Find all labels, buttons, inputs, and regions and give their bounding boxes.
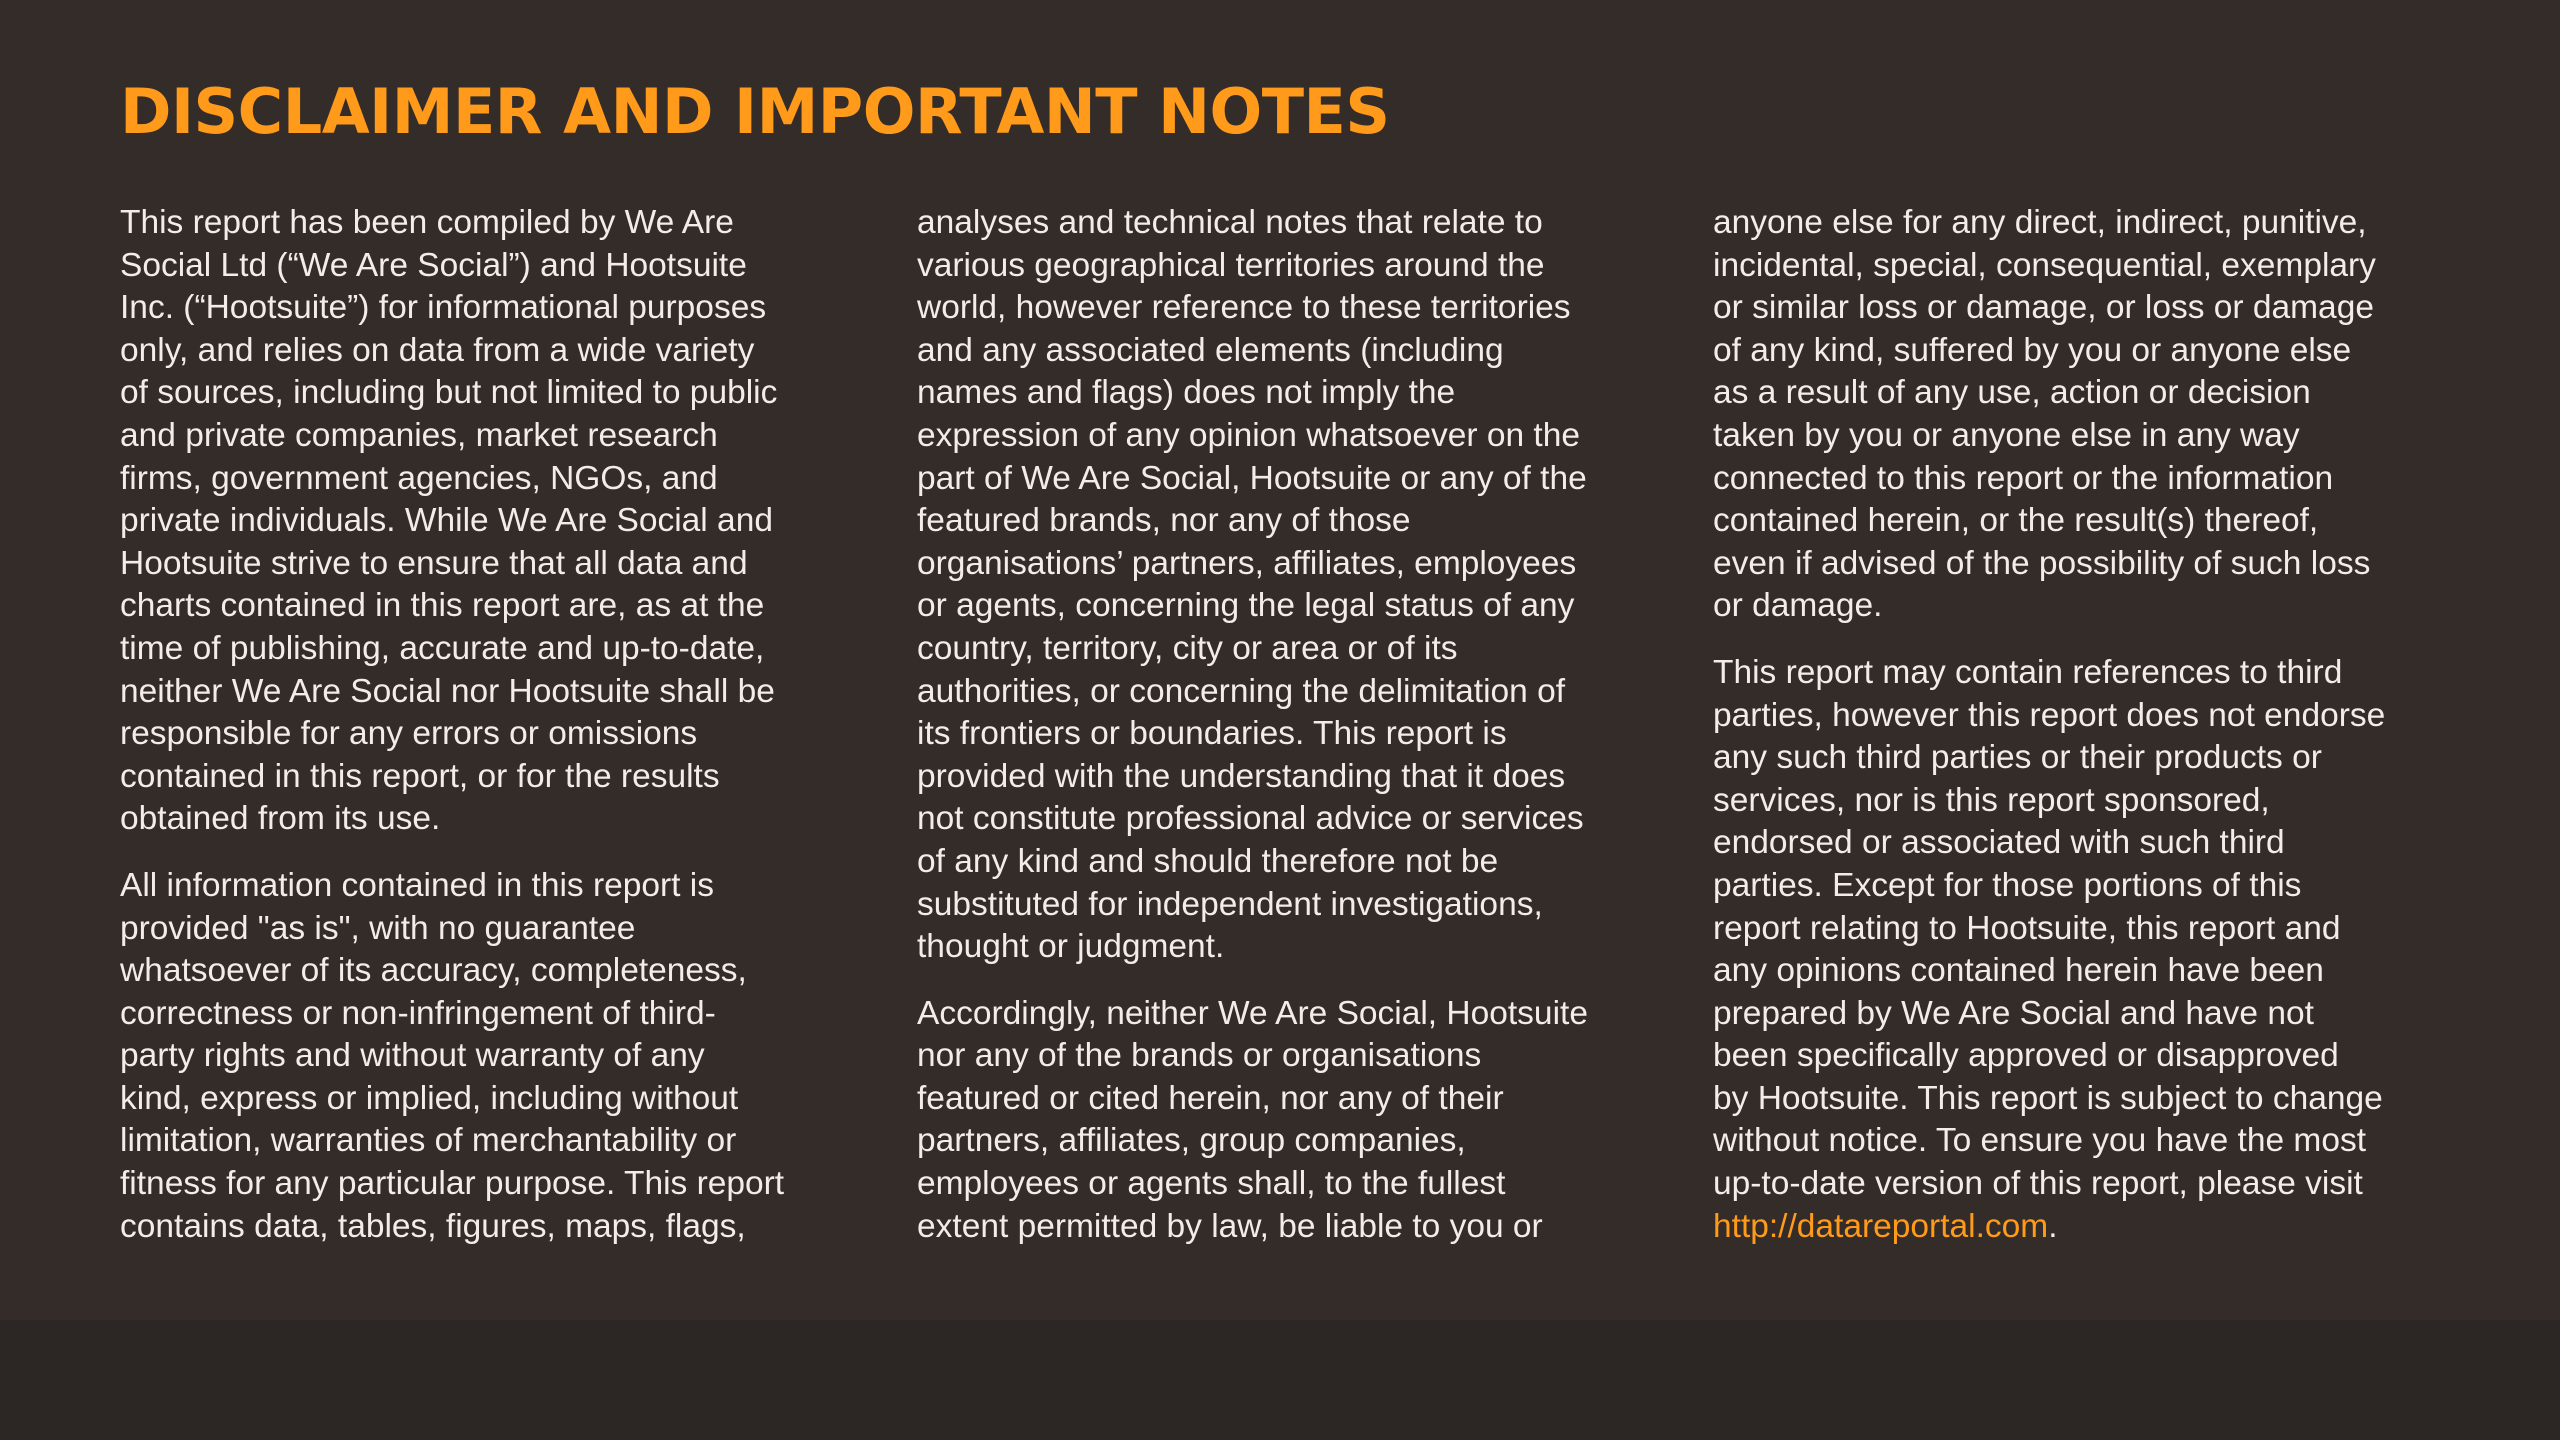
paragraph-liability: Accordingly, neither We Are Social, Hootsuite nor any of the brands or organisations featured or cited herein, nor any of their partners, affiliates, group companies, employees or agents shall, to the fullest extent permitted by law, be liable to you or [917, 994, 1588, 1245]
paragraph-damages: anyone else for any direct, indirect, punitive, incidental, special, consequential, exemplary or similar loss or damage, or loss or damage of any kind, suffered by you or anyone else as a result of any use, action or decision taken by you or anyone else in any way connected to this report or the information contained herein, or the result(s) thereof, even if advised of the possibility of such loss or damage. [1713, 204, 2376, 625]
bottom-band [0, 1320, 2560, 1440]
text-column-1 [120, 202, 855, 1272]
paragraph-third-parties-text: This report may contain references to third parties, however this report does not endorse any such third parties or their products or services, nor is this report sponsored, endorsed or associated with such third parties. Except for those portions of this report relating to Hootsuite, this report and any opinions contained herein have been prepared by We Are Social and have not been specifically approved or disapproved by Hootsuite. This report is subject to change without notice. To ensure you have the most up-to-date version of this report, please visit [1713, 653, 2386, 1203]
paragraph-third-parties [1713, 652, 2448, 1248]
text-column-3 [1713, 202, 2448, 1272]
paragraph-as-is: All information contained in this report is provided "as is", with no guarantee whatsoever of its accuracy, completeness, correctness or non-infringement of third- party rights and without warranty of any kind, express or implied, including without limitation, warranties of merchantability or fitness for any particular purpose. This report contains data, tables, figures, maps, flags, [120, 866, 785, 1245]
page-title: DISCLAIMER AND IMPORTANT NOTES [120, 75, 1390, 148]
link-suffix: . [2048, 1207, 2058, 1245]
paragraph-compilation: This report has been compiled by We Are Social Ltd (“We Are Social”) and Hootsuite Inc. (“Hootsuite”) for informational purposes only, and relies on data from a wide variety of sources, including but not limited to public and private companies, market research firms, government agencies, NGOs, and private individuals. While We Are Social and Hootsuite strive to ensure that all data and charts contained in this report are, as at the time of publishing, accurate and up-to-date, neither We Are Social nor Hootsuite shall be responsible for any errors or omissions contained in this report, or for the results obtained from its use. [120, 204, 778, 838]
text-column-2 [917, 202, 1652, 1272]
paragraph-territories: analyses and technical notes that relate to various geographical territories around the world, however reference to these territories and any associated elements (including names and flags) does not imply the expression of any opinion whatsoever on the part of We Are Social, Hootsuite or any of the featured brands, nor any of those organisations’ partners, affiliates, employees or agents, concerning the legal status of any country, territory, city or area or of its authorities, or concerning the delimitation of its frontiers or boundaries. This report is provided with the understanding that it does not constitute professional advice or services of any kind and should therefore not be substituted for independent investigations, thought or judgment. [917, 204, 1587, 966]
datareportal-link[interactable]: http://datareportal.com [1713, 1207, 2049, 1245]
